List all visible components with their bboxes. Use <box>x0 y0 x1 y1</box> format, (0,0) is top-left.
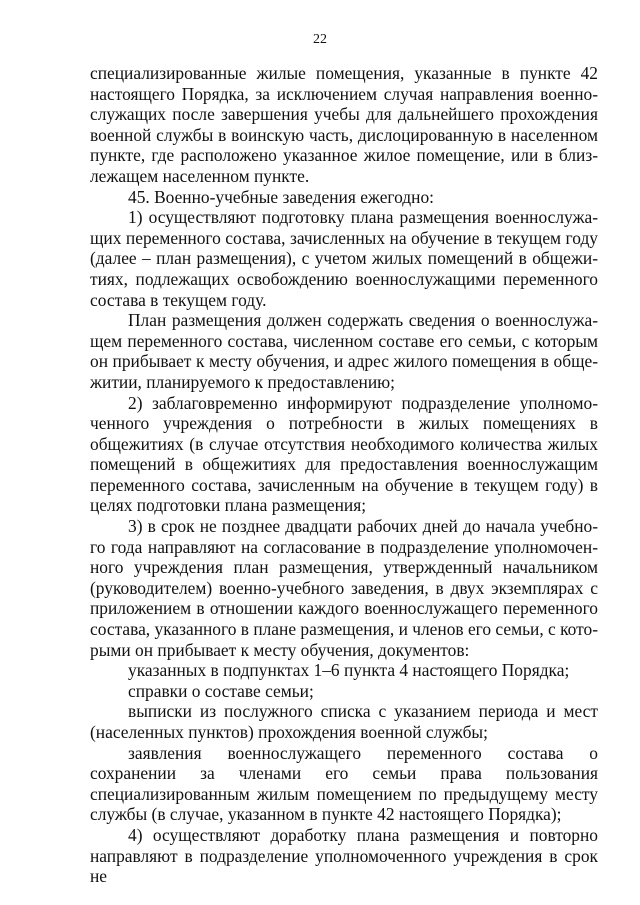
paragraph-subitem-3: 3) в срок не позднее двадцати рабочих дней до начала учебного года направляют на согласование в подразделение уполномоченного учреждения план размещения, утвержденный начальником (руководителем) военно-учебного заведения, в двух экземплярах с приложением в отношении каждого военнослужащего переменного состава, указанного в плане размещения, и членов его семьи, с которыми он прибывает к месту обучения, документов: <box>90 516 598 660</box>
paragraph-plan-contents: План размещения должен содержать сведения о военнослужащем переменного состава, численном составе его семьи, с которым он прибывает к месту обучения, и адрес жилого помещения в общежитии, планируемого к предоставлению; <box>90 310 598 392</box>
paragraph-subitem-2: 2) заблаговременно информируют подразделение уполномоченного учреждения о потребности в жилых помещениях в общежитиях (в случае отсутствия необходимого количества жилых помещений в общежитиях для предоставления военнослужащим переменного состава, зачисленным на обучение в текущем году) в целях подготовки плана размещения; <box>90 392 598 516</box>
paragraph-doc-list-2: справки о составе семьи; <box>128 680 314 701</box>
page-number: 22 <box>313 32 327 47</box>
paragraph-doc-list-4: заявления военнослужащего переменного состава о сохранении за членами его семьи права пользования специализированным жилым помещением по предыдущему месту службы (в случае, указанном в пункте 42 настоящего Порядка); <box>90 742 598 825</box>
paragraph-doc-list-1: указанных в подпунктах 1–6 пункта 4 настоящего Порядка; <box>128 660 570 681</box>
document-body <box>90 63 598 887</box>
paragraph-continuation: специализированные жилые помещения, указанные в пункте 42 настоящего Порядка, за исключением случая направления военнослужащих после завершения учебы для дальнейшего прохождения военной службы в воинскую часть, дислоцированную в населенном пункте, где расположено указанное жилое помещение, или в близлежащем населенном пункте. <box>90 63 598 186</box>
paragraph-doc-list-3: выписки из послужного списка с указанием периода и мест (населенных пунктов) прохождения военной службы; <box>90 701 598 742</box>
paragraph-subitem-4: 4) осуществляют доработку плана размещения и повторно направляют в подразделение уполномоченного учреждения в срок не <box>90 824 598 887</box>
paragraph-subitem-1: 1) осуществляют подготовку плана размещения военнослужащих переменного состава, зачисленных на обучение в текущем году (далее – план размещения), с учетом жилых помещений в общежитиях, подлежащих освобождению военнослужащими переменного состава в текущем году. <box>90 207 598 310</box>
paragraph-item-45: 45. Военно-учебные заведения ежегодно: <box>128 186 434 207</box>
